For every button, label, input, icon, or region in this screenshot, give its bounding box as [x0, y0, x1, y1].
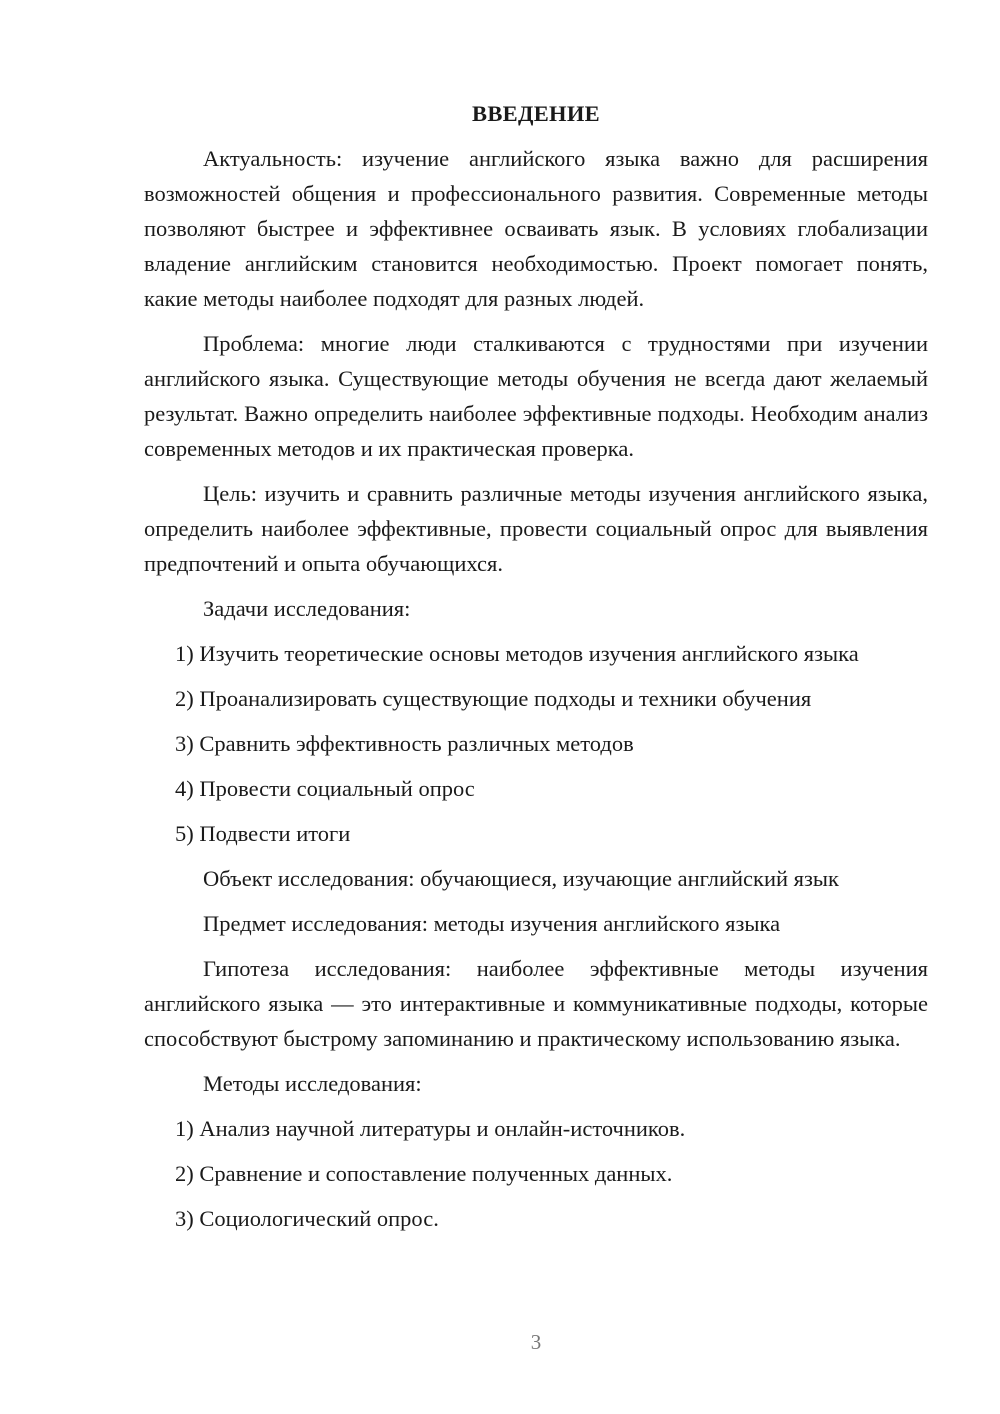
page-number: 3 — [530, 1330, 542, 1354]
method-item-3: 3) Социологический опрос. — [175, 1206, 439, 1231]
goal-paragraph: Цель: изучить и сравнить различные методы изучения английского языка, определить наиболее эффективные, провести социальный опрос для выявления предпочтений и опыта обучающихся. — [144, 481, 928, 576]
problem-paragraph: Проблема: многие люди сталкиваются с трудностями при изучении английского языка. Существующие методы обучения не всегда дают желаемый результат. Важно определить наиболее эффективные подходы. Необходим анализ современных методов и их практическая проверка. — [144, 331, 928, 461]
task-item-2: 2) Проанализировать существующие подходы и техники обучения — [175, 686, 812, 711]
page-title: ВВЕДЕНИЕ — [472, 101, 600, 126]
task-item-4: 4) Провести социальный опрос — [175, 776, 475, 801]
research-subject: Предмет исследования: методы изучения английского языка — [203, 911, 781, 936]
relevance-paragraph: Актуальность: изучение английского языка важно для расширения возможностей общения и профессионального развития. Современные методы позволяют быстрее и эффективнее осваивать язык. В условиях глобализации владение английским становится необходимостью. Проект помогает понять, какие методы наиболее подходят для разных людей. — [144, 146, 928, 311]
methods-heading: Методы исследования: — [203, 1071, 422, 1096]
task-item-3: 3) Сравнить эффективность различных методов — [175, 731, 634, 756]
hypothesis-paragraph: Гипотеза исследования: наиболее эффективные методы изучения английского языка — это интерактивные и коммуникативные подходы, которые способствуют быстрому запоминанию и практическому использованию языка. — [144, 956, 928, 1051]
task-item-1: 1) Изучить теоретические основы методов изучения английского языка — [175, 641, 859, 666]
method-item-1: 1) Анализ научной литературы и онлайн-источников. — [175, 1116, 686, 1141]
research-object: Объект исследования: обучающиеся, изучающие английский язык — [203, 866, 839, 891]
tasks-heading: Задачи исследования: — [203, 596, 411, 621]
document-body — [144, 96, 928, 1246]
method-item-2: 2) Сравнение и сопоставление полученных данных. — [175, 1161, 673, 1186]
task-item-5: 5) Подвести итоги — [175, 821, 351, 846]
